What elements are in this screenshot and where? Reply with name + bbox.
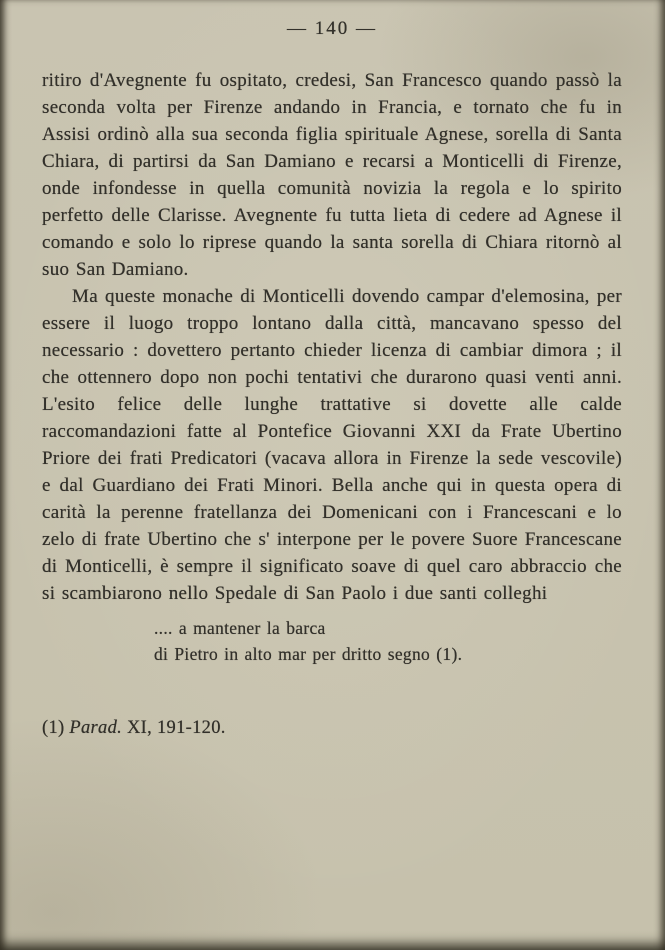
page-number: — 140 — xyxy=(287,18,377,39)
verse-line-2: di Pietro in alto mar per dritto segno (1). xyxy=(154,644,463,664)
footnote-citation: XI, 191-120. xyxy=(122,718,226,738)
verse-line-1: .... a mantener la barca xyxy=(154,618,326,638)
footnote xyxy=(42,715,622,741)
paragraph-1: ritiro d'Avegnente fu ospitato, credesi, San Francesco quando passò la seconda volta per Firenze andando in Francia, e tornato che fu in Assisi ordinò alla sua seconda figlia spirituale Agnese, sorella di Santa Chiara, di partirsi da San Damiano e recarsi a Monticelli di Firenze, onde infondesse in quella comunità novizia la regola e lo spirito perfetto delle Clarisse. Avegnente fu tutta lieta di cedere ad Agnese il comando e solo lo riprese quando la santa sorella di Chiara ritornò al suo San Damiano. xyxy=(42,70,622,280)
footnote-work-title: Parad. xyxy=(69,718,123,738)
verse-quote xyxy=(154,615,622,667)
page-content xyxy=(42,18,622,741)
footnote-marker: (1) xyxy=(42,718,70,738)
paragraph-2: Ma queste monache di Monticelli dovendo campar d'elemosina, per essere il luogo troppo lontano dalla città, mancavano spesso del necessario : dovettero pertanto chieder licenza di cambiar dimora ; il che ottennero dopo non pochi tentativi che durarono quasi venti anni. L'esito felice delle lunghe trattative si dovette alle calde raccomandazioni fatte al Pontefice Giovanni XXI da Frate Ubertino Priore dei frati Predicatori (vacava allora in Firenze la sede vescovile) e dal Guardiano dei Frati Minori. Bella anche qui in questa opera di carità la perenne fratellanza dei Domenicani con i Francescani e lo zelo di frate Ubertino che s' interpone per le povere Suore Francescane di Monticelli, è sempre il significato soave di quel caro abbraccio che si scambiarono nello Spedale di San Paolo i due santi colleghi xyxy=(42,286,622,604)
